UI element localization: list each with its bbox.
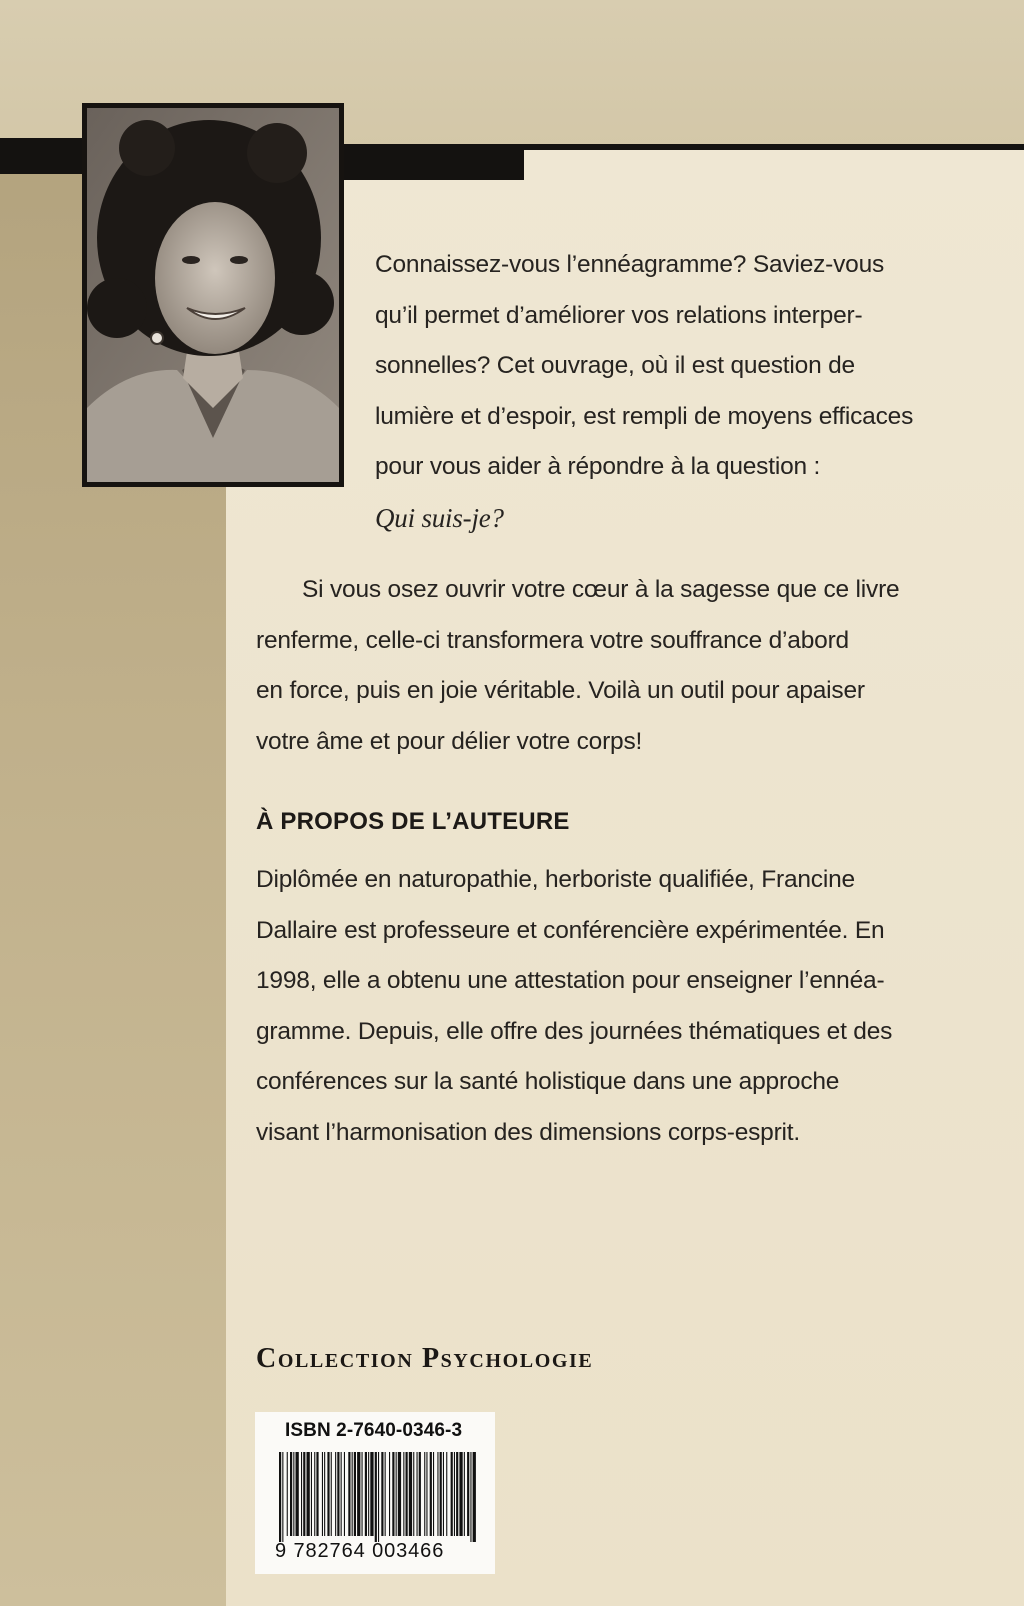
barcode-bar [385, 1452, 386, 1536]
about-line: conférences sur la santé holistique dans une approche [256, 1068, 840, 1095]
barcode-bar [341, 1452, 342, 1536]
barcode-bar [406, 1452, 408, 1536]
barcode-bar [392, 1452, 394, 1536]
paragraph-line: Si vous osez ouvrir votre cœur à la sagesse que ce livre [302, 576, 900, 603]
collection-name: Collection Psychologie [256, 1343, 594, 1374]
about-line: Dallaire est professeure et conférencière expérimentée. En [256, 916, 885, 944]
question-qui-suis-je: Qui suis-je? [375, 502, 504, 533]
barcode-bar [322, 1452, 323, 1536]
author-portrait-icon [87, 108, 339, 482]
second-paragraph [256, 565, 928, 767]
barcode-bar [301, 1452, 302, 1536]
about-author-paragraph [256, 855, 928, 1158]
decorative-stripe-mid [340, 144, 524, 180]
barcode-bar [446, 1452, 447, 1536]
barcode-bar [348, 1452, 350, 1536]
barcode-icon [277, 1452, 477, 1542]
about-line: visant l’harmonisation des dimensions corps-esprit. [256, 1118, 801, 1146]
barcode-bar [430, 1452, 432, 1536]
barcode-bar [362, 1452, 363, 1536]
barcode-bar [337, 1452, 339, 1536]
barcode-bar [381, 1452, 383, 1536]
barcode-bar [470, 1452, 471, 1542]
barcode-bar [296, 1452, 299, 1536]
barcode-bar [327, 1452, 329, 1536]
intro-line: Connaissez-vous l’ennéagramme? Saviez-vous [375, 251, 885, 278]
decorative-stripe-left [0, 138, 82, 174]
barcode-bar [419, 1452, 421, 1536]
barcode-bar [426, 1452, 427, 1536]
barcode-bar [443, 1452, 444, 1536]
ean-number: 9 782764 003466 [275, 1540, 445, 1562]
barcode-bar [424, 1452, 425, 1536]
barcode-bar [279, 1452, 281, 1542]
paragraph-line: renferme, celle-ci transformera votre souffrance d’abord [256, 626, 849, 654]
barcode-bar [365, 1452, 367, 1536]
barcode-bar [417, 1452, 418, 1536]
barcode-bar [287, 1452, 288, 1536]
barcode-bar [352, 1452, 353, 1536]
barcode-bar [456, 1452, 458, 1536]
barcode-bar [398, 1452, 401, 1536]
paragraph-line: votre âme et pour délier votre corps! [256, 727, 643, 755]
barcode-bar [389, 1452, 390, 1536]
barcode-bar [316, 1452, 318, 1536]
barcode-bar [467, 1452, 469, 1536]
barcode-bar [335, 1452, 336, 1536]
barcode-bar [282, 1452, 283, 1542]
about-author-heading: À PROPOS DE L’AUTEURE [256, 808, 570, 835]
barcode-bar [290, 1452, 292, 1536]
barcode-bar [464, 1452, 465, 1536]
isbn-number: ISBN 2-7640-0346-3 [285, 1420, 463, 1441]
barcode-bar [440, 1452, 442, 1536]
barcode-bar [370, 1452, 373, 1536]
barcode-bar [459, 1452, 462, 1536]
about-line: 1998, elle a obtenu une attestation pour enseigner l’ennéa- [256, 967, 885, 994]
isbn-barcode-label [255, 1412, 495, 1574]
barcode-bar [454, 1452, 455, 1536]
barcode-bar [375, 1452, 377, 1542]
barcode-bar [378, 1452, 379, 1542]
intro-line: sonnelles? Cet ouvrage, où il est question de [375, 352, 855, 379]
barcode-bar [357, 1452, 360, 1536]
intro-line: pour vous aider à répondre à la question : [375, 453, 821, 480]
barcode-bar [368, 1452, 369, 1536]
barcode-bar [409, 1452, 412, 1536]
author-photo [82, 103, 344, 487]
decorative-stripe-right [524, 144, 1024, 150]
paragraph-line: en force, puis en joie véritable. Voilà un outil pour apaiser [256, 677, 865, 704]
barcode-bar [473, 1452, 476, 1542]
barcode-bar [451, 1452, 453, 1536]
intro-paragraph [375, 240, 915, 543]
barcode-bar [331, 1452, 332, 1536]
barcode-bar [324, 1452, 325, 1536]
about-line: gramme. Depuis, elle offre des journées thématiques et des [256, 1017, 893, 1045]
intro-line: qu’il permet d’améliorer vos relations interper- [375, 301, 863, 329]
barcode-bar [303, 1452, 305, 1536]
intro-line: lumière et d’espoir, est rempli de moyens efficaces [375, 402, 914, 430]
barcode-bar [311, 1452, 312, 1536]
about-line: Diplômée en naturopathie, herboriste qualifiée, Francine [256, 866, 855, 893]
barcode-bar [433, 1452, 434, 1536]
barcode-bar [293, 1452, 294, 1536]
barcode-bar [344, 1452, 345, 1536]
barcode-bar [413, 1452, 414, 1536]
barcode-bar [403, 1452, 404, 1536]
barcode-bar [307, 1452, 310, 1536]
barcode-bar [314, 1452, 315, 1536]
barcode-bar [437, 1452, 438, 1536]
barcode-bar [354, 1452, 356, 1536]
barcode-bar [396, 1452, 397, 1536]
